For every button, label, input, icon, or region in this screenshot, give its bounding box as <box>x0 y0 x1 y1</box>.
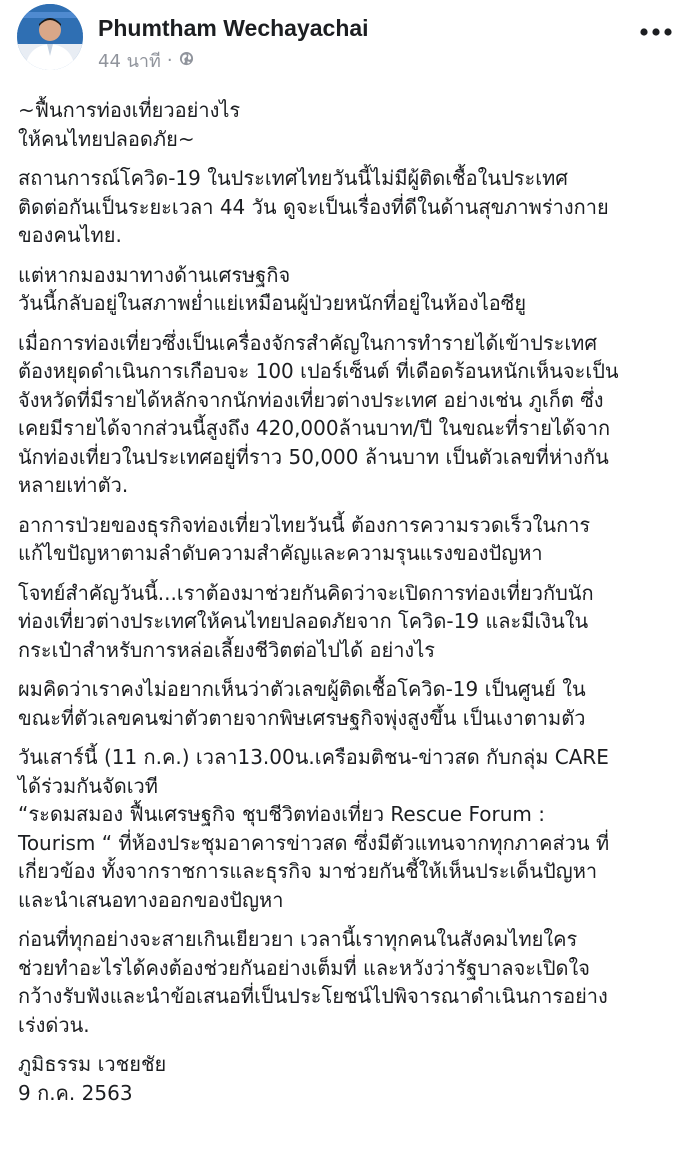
post-paragraph: แต่หากมองมาทางด้านเศรษฐกิจ วันนี้กลับอยู่ในสภาพย่ำแย่เหมือนผู้ป่วยหนักที่อยู่ในห้องไอซียู <box>18 262 527 315</box>
avatar[interactable] <box>17 4 83 70</box>
post-paragraph: ก่อนที่ทุกอย่างจะสายเกินเยียวยา เวลานี้เราทุกคนในสังคมไทยใคร ช่วยทำอะไรได้คงต้องช่วยกันอย่างเต็มที่ และหวังว่ารัฐบาลจะเปิดใจ กว้างรับฟังและนำข้อเสนอที่เป็นประโยชน์ไปพิจารณาดำเนินการอย่าง เร่งด่วน. <box>18 927 608 1037</box>
post-paragraph: วันเสาร์นี้ (11 ก.ค.) เวลา13.00น.เครือมติชน-ข่าวสด กับกลุ่ม CARE ได้ร่วมกันจัดเวที “ระดมสมอง ฟื้นเศรษฐกิจ ชุบชีวิตท่องเที่ยว Rescue Forum : Tourism “ ที่ห้องประชุมอาคารข่าวสด ซึ่งมีตัวแทนจากทุกภาคส่วน ที่ เกี่ยวข้อง ทั้งจากราชการและธุรกิจ มาช่วยกันชี้ให้เห็นประเด็นปัญหา และนำเสนอทางออกของปัญหา <box>18 745 610 912</box>
globe-icon <box>179 50 194 71</box>
post-paragraph: อาการป่วยของธุรกิจท่องเที่ยวไทยวันนี้ ต้องการความรวดเร็วในการ แก้ไขปัญหาตามลำดับความสำคัญและความรุนแรงของปัญหา <box>18 512 591 565</box>
post-meta <box>98 46 194 75</box>
avatar-photo <box>17 4 83 70</box>
post-body <box>18 96 686 1107</box>
more-dots-icon <box>640 21 672 40</box>
post-signature: ภูมิธรรม เวชยชัย 9 ก.ค. 2563 <box>18 1052 167 1105</box>
post-paragraph: โจทย์สำคัญวันนี้...เราต้องมาช่วยกันคิดว่าจะเปิดการท่องเที่ยวกับนัก ท่องเที่ยวต่างประเทศให้คนไทยปลอดภัยจาก โควิด-19 และมีเงินใน กระเป๋าสำหรับการหล่อเลี้ยงชีวิตต่อไปได้ อย่างไร <box>18 580 594 662</box>
post-time[interactable]: 44 นาที <box>98 51 161 72</box>
post-paragraph: เมื่อการท่องเที่ยวซึ่งเป็นเครื่องจักรสำคัญในการทำรายได้เข้าประเทศ ต้องหยุดดำเนินการเกือบจะ 100 เปอร์เซ็นต์ ที่เดือดร้อนหนักเห็นจะเป็น จังหวัดที่มีรายได้หลักจากนักท่องเที่ยวต่างประเทศ อย่างเช่น ภูเก็ต ซึ่ง เคยมีรายได้จากส่วนนี้สูงถึง 420,000ล้านบาท/ปี ในขณะที่รายได้จาก นักท่องเที่ยวในประเทศอยู่ที่ราว 50,000 ล้านบาท เป็นตัวเลขที่ห่างกัน หลายเท่าตัว. <box>18 330 619 497</box>
meta-separator: · <box>166 50 173 71</box>
author-name[interactable]: Phumtham Wechayachai <box>98 15 369 41</box>
more-options-button[interactable] <box>638 20 674 40</box>
post-title: ~ฟื้นการท่องเที่ยวอย่างไร ให้คนไทยปลอดภัย~ <box>18 98 241 151</box>
post-paragraph: ผมคิดว่าเราคงไม่อยากเห็นว่าตัวเลขผู้ติดเชื้อโควิด-19 เป็นศูนย์ ใน ขณะที่ตัวเลขคนฆ่าตัวตายจากพิษเศรษฐกิจพุ่งสูงขึ้น เป็นเงาตามตัว <box>18 677 586 730</box>
post-header <box>0 0 696 90</box>
post-paragraph: สถานการณ์โควิด-19 ในประเทศไทยวันนี้ไม่มีผู้ติดเชื้อในประเทศ ติดต่อกันเป็นระยะเวลา 44 วัน ดูจะเป็นเรื่องที่ดีในด้านสุขภาพร่างกาย ของคนไทย. <box>18 166 609 247</box>
